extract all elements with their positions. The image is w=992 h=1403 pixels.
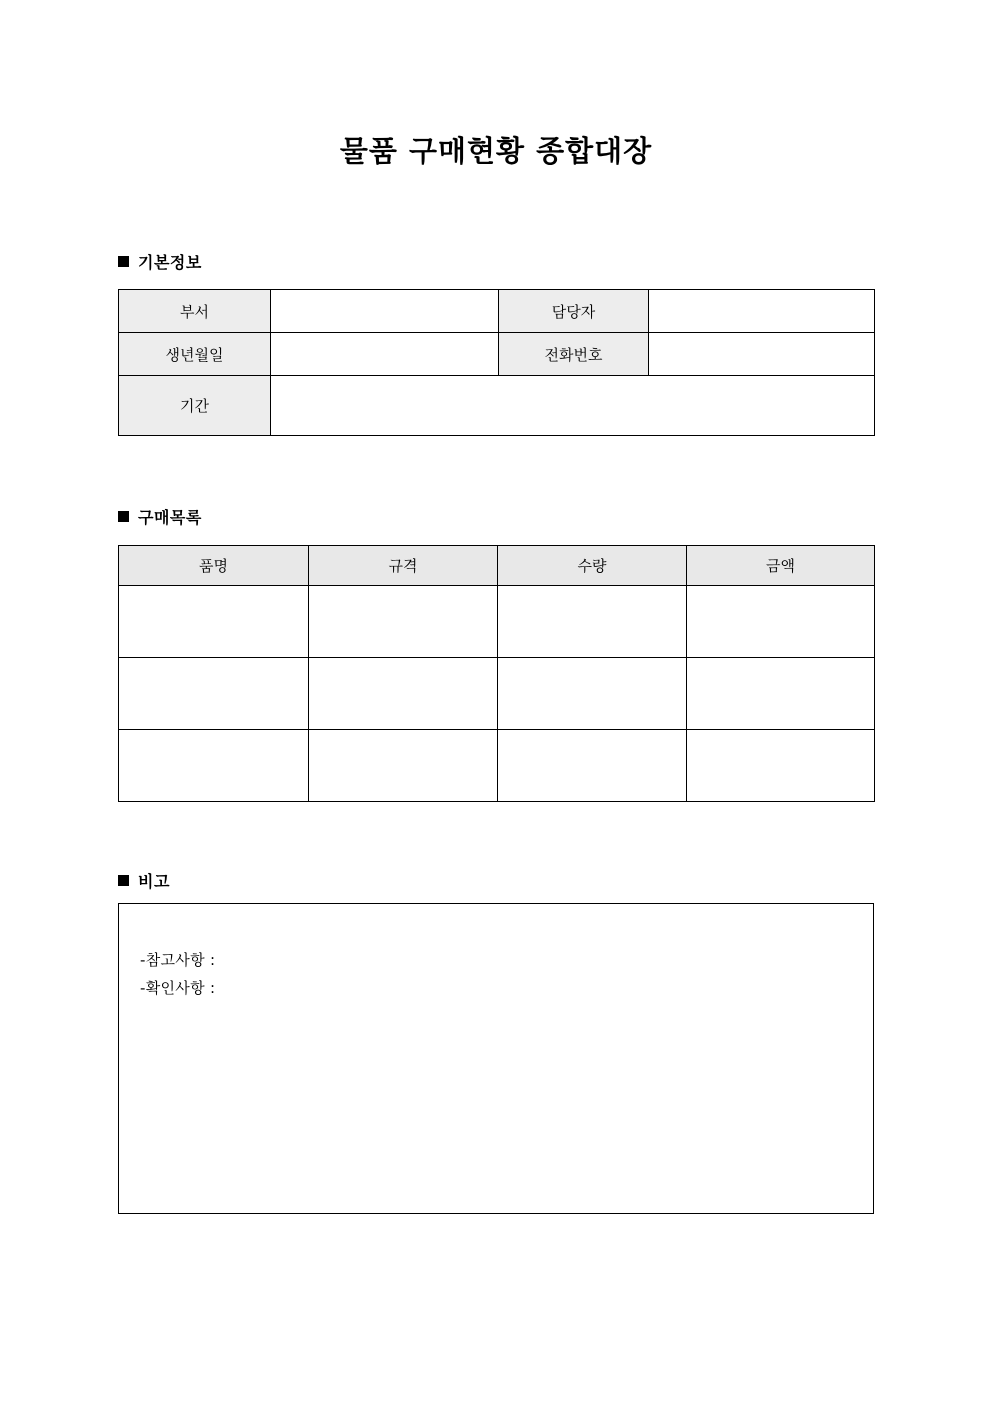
cell-label-period: 기간 [119, 376, 271, 436]
cell-value-phone[interactable] [649, 333, 875, 376]
cell-quantity[interactable] [498, 730, 687, 802]
cell-spec[interactable] [309, 586, 498, 658]
section-heading-purchase-list [118, 505, 202, 528]
purchase-list-table [118, 545, 875, 802]
square-bullet-icon [118, 875, 129, 886]
square-bullet-icon [118, 256, 129, 267]
cell-spec[interactable] [309, 658, 498, 730]
cell-amount[interactable] [687, 586, 875, 658]
cell-item-name[interactable] [119, 586, 309, 658]
cell-label-phone: 전화번호 [499, 333, 649, 376]
column-header-spec: 규격 [309, 546, 498, 586]
remarks-textarea[interactable] [118, 903, 874, 1214]
column-header-quantity: 수량 [498, 546, 687, 586]
table-row [119, 586, 875, 658]
cell-label-manager: 담당자 [499, 290, 649, 333]
section-heading-basic-info-label: 기본정보 [138, 253, 202, 272]
cell-label-birthdate: 생년월일 [119, 333, 271, 376]
cell-value-department[interactable] [271, 290, 499, 333]
cell-value-birthdate[interactable] [271, 333, 499, 376]
section-heading-remarks [118, 869, 170, 892]
column-header-item-name: 품명 [119, 546, 309, 586]
cell-value-manager[interactable] [649, 290, 875, 333]
table-row [119, 658, 875, 730]
section-heading-basic-info [118, 250, 202, 273]
remarks-line-reference: -참고사항 : [140, 951, 216, 969]
cell-amount[interactable] [687, 730, 875, 802]
basic-info-table [118, 289, 875, 436]
page-title: 물품 구매현황 종합대장 [339, 134, 653, 168]
cell-amount[interactable] [687, 658, 875, 730]
cell-label-department: 부서 [119, 290, 271, 333]
cell-quantity[interactable] [498, 658, 687, 730]
table-row [119, 730, 875, 802]
cell-spec[interactable] [309, 730, 498, 802]
table-row [119, 376, 875, 436]
table-row [119, 290, 875, 333]
square-bullet-icon [118, 511, 129, 522]
table-header-row [119, 546, 875, 586]
cell-item-name[interactable] [119, 730, 309, 802]
table-row [119, 333, 875, 376]
cell-value-period[interactable] [271, 376, 875, 436]
remarks-line-confirmation: -확인사항 : [140, 979, 216, 997]
section-heading-remarks-label: 비고 [138, 872, 170, 891]
cell-item-name[interactable] [119, 658, 309, 730]
column-header-amount: 금액 [687, 546, 875, 586]
cell-quantity[interactable] [498, 586, 687, 658]
section-heading-purchase-list-label: 구매목록 [138, 508, 202, 527]
